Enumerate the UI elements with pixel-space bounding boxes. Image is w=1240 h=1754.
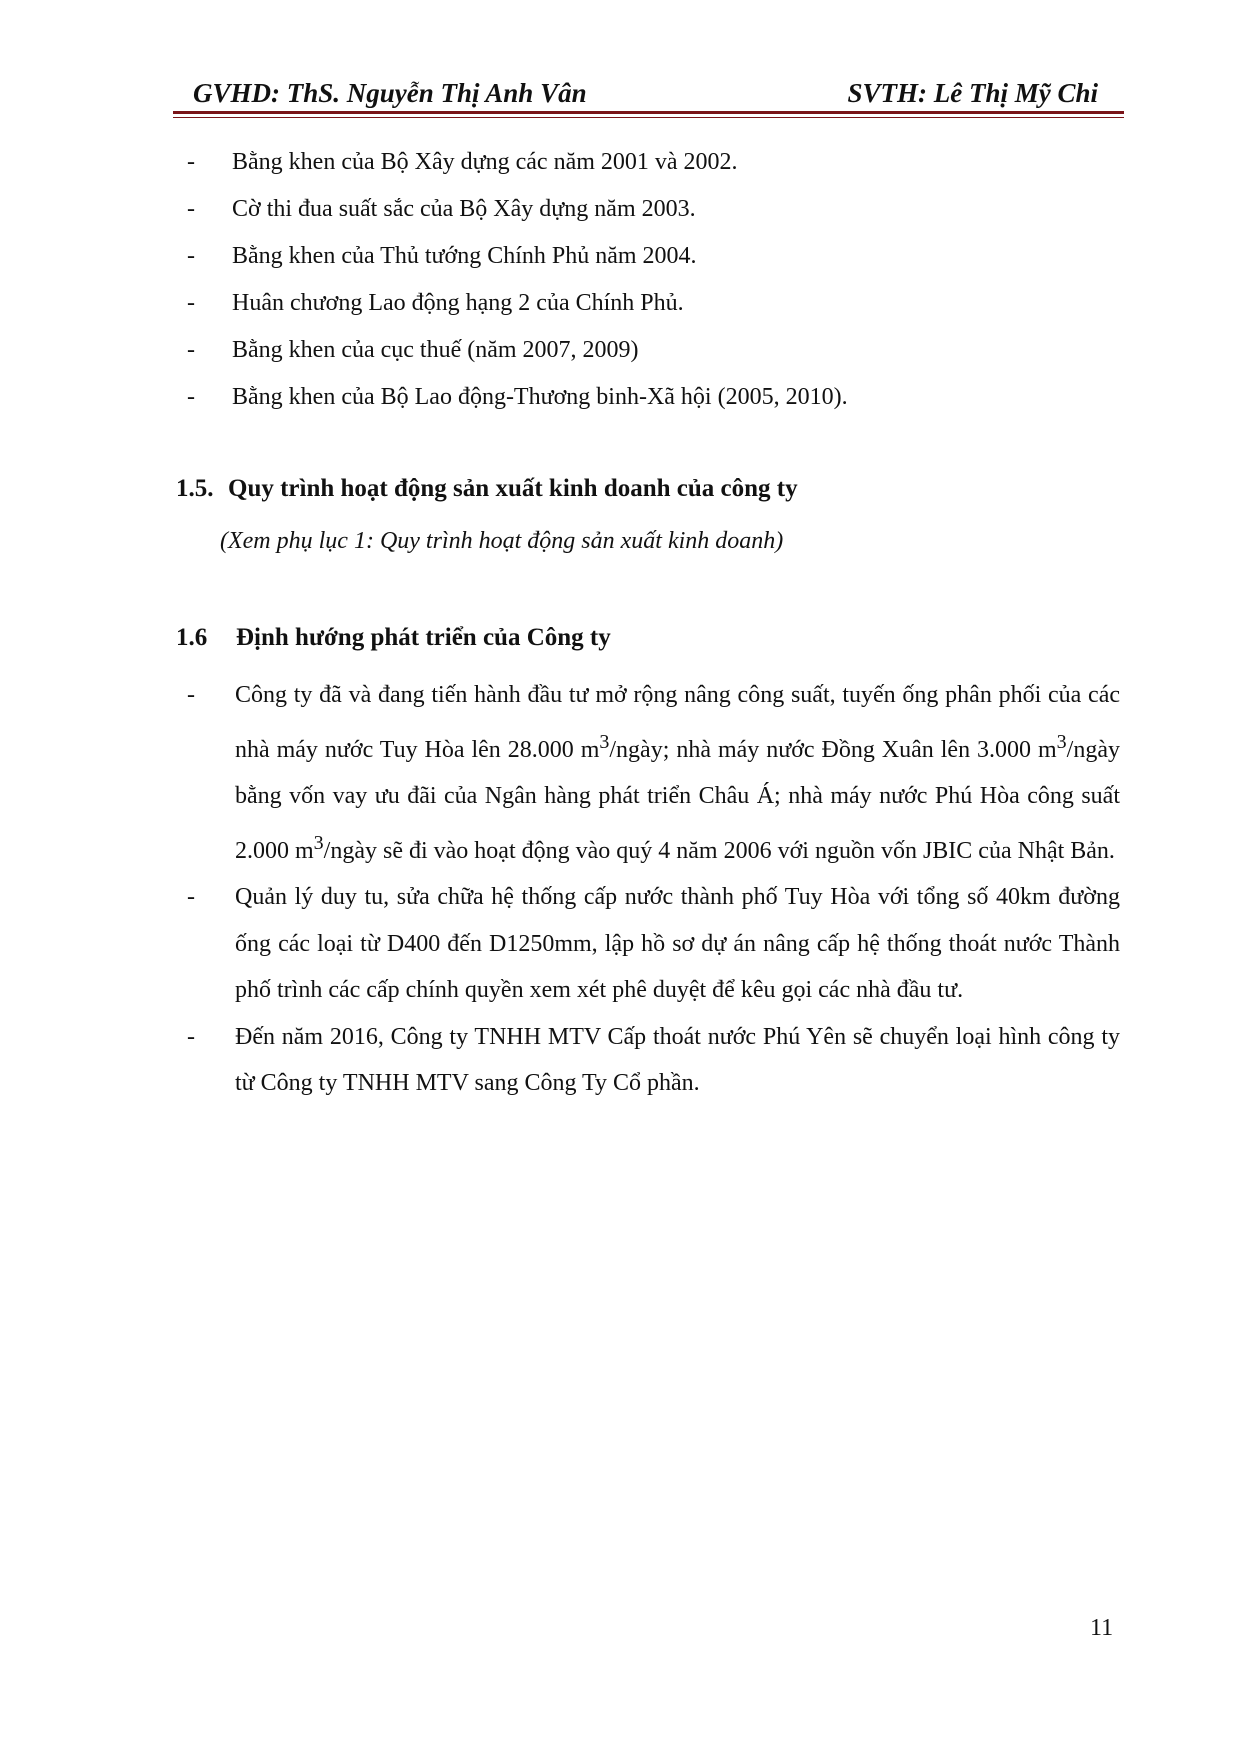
list-item	[185, 672, 1120, 874]
paragraph-text: Đến năm 2016, Công ty TNHH MTV Cấp thoát nước Phú Yên sẽ chuyển loại hình công ty từ Công ty TNHH MTV sang Công Ty Cổ phần.	[235, 1023, 1120, 1096]
list-item	[185, 1014, 1120, 1107]
page-number: 11	[1090, 1615, 1114, 1641]
bullet-dash: -	[187, 149, 195, 175]
awards-list	[185, 142, 1085, 424]
list-item: - Bằng khen của cục thuế (năm 2007, 2009)	[185, 330, 1085, 377]
development-list	[185, 672, 1120, 1107]
header-rule-thick	[173, 111, 1124, 114]
list-item: - Bằng khen của Bộ Lao động-Thương binh-Xã hội (2005, 2010).	[185, 377, 1085, 424]
appendix-note: (Xem phụ lục 1: Quy trình hoạt động sản xuất kinh doanh)	[220, 528, 784, 554]
bullet-dash: -	[187, 243, 195, 269]
bullet-dash: -	[187, 196, 195, 222]
page-header	[193, 72, 1123, 112]
list-item: - Cờ thi đua suất sắc của Bộ Xây dựng năm 2003.	[185, 189, 1085, 236]
list-item: - Bằng khen của Thủ tướng Chính Phủ năm 2004.	[185, 236, 1085, 283]
header-rule-thin	[173, 117, 1124, 118]
section-heading-1-6	[176, 624, 611, 652]
list-item: - Bằng khen của Bộ Xây dựng các năm 2001 và 2002.	[185, 142, 1085, 189]
list-item	[185, 874, 1120, 1014]
list-item: - Huân chương Lao động hạng 2 của Chính Phủ.	[185, 283, 1085, 330]
bullet-dash: -	[187, 384, 195, 410]
bullet-dash: -	[187, 1023, 195, 1050]
bullet-dash: -	[187, 682, 195, 708]
paragraph-text: Quản lý duy tu, sửa chữa hệ thống cấp nước thành phố Tuy Hòa với tổng số 40km đường ống các loại từ D400 đến D1250mm, lập hồ sơ dự án nâng cấp hệ thống thoát nước Thành phố trình các cấp chính quyền xem xét phê duyệt để kêu gọi các nhà đầu tư.	[235, 884, 1120, 1003]
bullet-dash: -	[187, 337, 195, 363]
section-heading-1-5	[176, 475, 798, 503]
section-number: 1.6	[176, 624, 208, 651]
section-title: Quy trình hoạt động sản xuất kinh doanh của công ty	[228, 475, 798, 502]
paragraph-text: Công ty đã và đang tiến hành đầu tư mở rộng nâng công suất, tuyến ống phân phối của các nhà máy nước Tuy Hòa lên 28.000 $m^3$/ngày; nhà máy nước Đồng Xuân lên 3.000 $m^3$/ngày bằng vốn vay ưu đãi của Ngân hàng phát triển Châu Á; nhà máy nước Phú Hòa công suất 2.000 $m^3$/ngày sẽ đi vào hoạt động vào quý 4 năm 2006 với nguồn vốn JBIC của Nhật Bản.	[235, 682, 1120, 864]
section-title: Định hướng phát triển của Công ty	[236, 624, 611, 651]
section-number: 1.5.	[176, 475, 214, 502]
bullet-dash: -	[187, 884, 195, 910]
header-advisor: GVHD: ThS. Nguyễn Thị Anh Vân	[193, 78, 587, 108]
header-student: SVTH: Lê Thị Mỹ Chi	[847, 78, 1098, 108]
bullet-dash: -	[187, 290, 195, 316]
